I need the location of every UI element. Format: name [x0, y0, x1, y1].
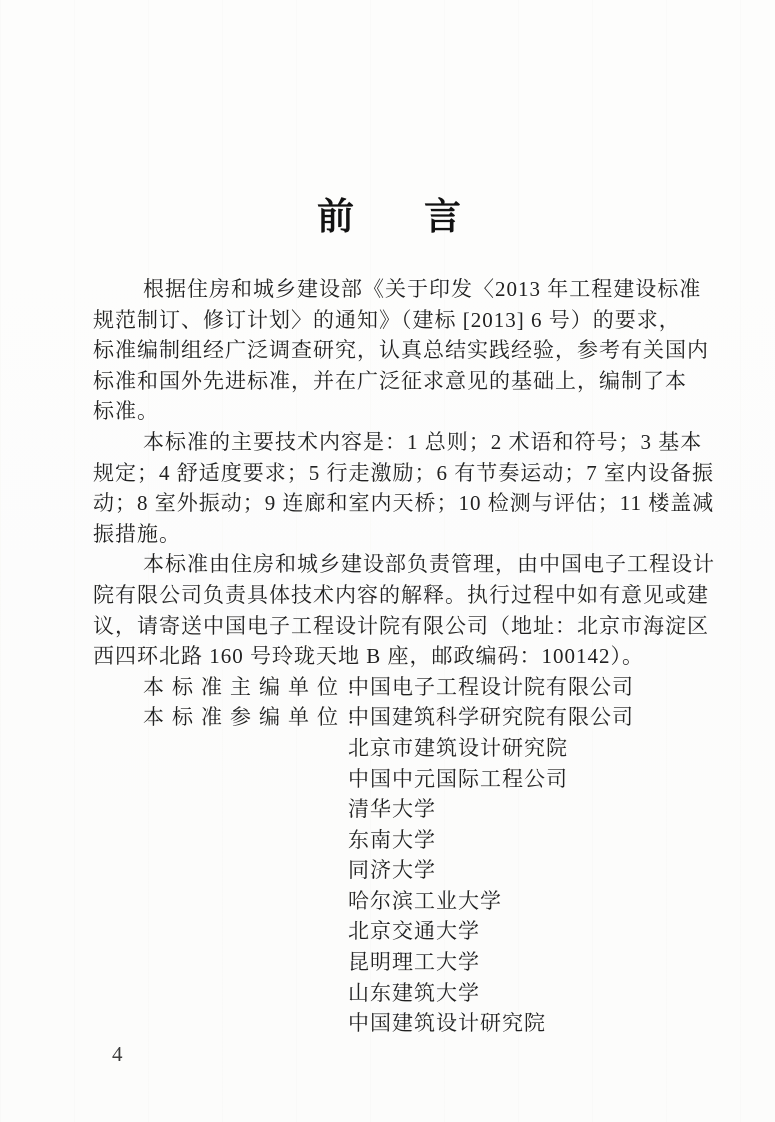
text-line: 院有限公司负责具体技术内容的解释。执行过程中如有意见或建 [93, 582, 709, 607]
unit-name: 昆明理工大学 [348, 950, 480, 975]
participating-line [93, 916, 685, 947]
participating-line [93, 855, 685, 886]
paragraph-1 [93, 274, 709, 427]
participating-line [93, 886, 685, 917]
text-line: 标准编制组经广泛调查研究，认真总结实践经验，参考有关国内 [93, 338, 709, 363]
participating-line [93, 978, 685, 1009]
participating-line [93, 1008, 685, 1039]
unit-name: 北京市建筑设计研究院 [348, 735, 568, 760]
foreword-body [93, 274, 715, 1039]
unit-name: 中国中元国际工程公司 [348, 766, 568, 791]
participating-line [93, 733, 685, 764]
participating-label: 本标准参编单位： [143, 705, 375, 730]
text-line: 标准。 [93, 399, 159, 424]
text-line: 振措施。 [93, 521, 181, 546]
participating-line [93, 947, 685, 978]
paragraph-2 [93, 427, 715, 549]
unit-name: 哈尔滨工业大学 [348, 888, 502, 913]
text-line: 标准和国外先进标准，并在广泛征求意见的基础上，编制了本 [93, 368, 687, 393]
text-line: 规定；4 舒适度要求；5 行走激励；6 有节奏运动；7 室内设备振 [93, 460, 714, 485]
unit-name: 中国建筑设计研究院 [348, 1011, 546, 1036]
page-number: 4 [112, 1042, 123, 1066]
participating-line [93, 794, 685, 825]
unit-name: 北京交通大学 [348, 919, 480, 944]
text-line: 动；8 室外振动；9 连廊和室内天桥；10 检测与评估；11 楼盖减 [93, 491, 715, 516]
text-line: 本标准的主要技术内容是：1 总则；2 术语和符号；3 基本 [143, 429, 703, 454]
text-line: 议，请寄送中国电子工程设计院有限公司（地址：北京市海淀区 [93, 613, 709, 638]
chief-editor-line [93, 672, 685, 703]
unit-name: 中国建筑科学研究院有限公司 [348, 705, 634, 730]
page-title-text: 前言 [317, 197, 531, 238]
page-title [93, 186, 685, 240]
chief-editor-label: 本标准主编单位： [143, 674, 375, 699]
participating-section [93, 702, 685, 1039]
paragraph-3 [93, 549, 715, 671]
unit-name: 东南大学 [348, 827, 436, 852]
text-line: 本标准由住房和城乡建设部负责管理，由中国电子工程设计 [143, 552, 715, 577]
participating-line [93, 702, 685, 733]
unit-name: 山东建筑大学 [348, 980, 480, 1005]
text-line: 规范制订、修订计划〉的通知》（建标 [2013] 6 号）的要求， [93, 307, 681, 332]
participating-line [93, 764, 685, 795]
text-line: 西四环北路 160 号玲珑天地 B 座，邮政编码：100142）。 [93, 644, 645, 669]
unit-name: 同济大学 [348, 858, 436, 883]
participating-line [93, 825, 685, 856]
unit-name: 中国电子工程设计院有限公司 [348, 674, 634, 699]
chief-editor-section [93, 672, 685, 703]
text-line: 根据住房和城乡建设部《关于印发〈2013 年工程建设标准 [143, 277, 702, 301]
unit-name: 清华大学 [348, 797, 436, 822]
